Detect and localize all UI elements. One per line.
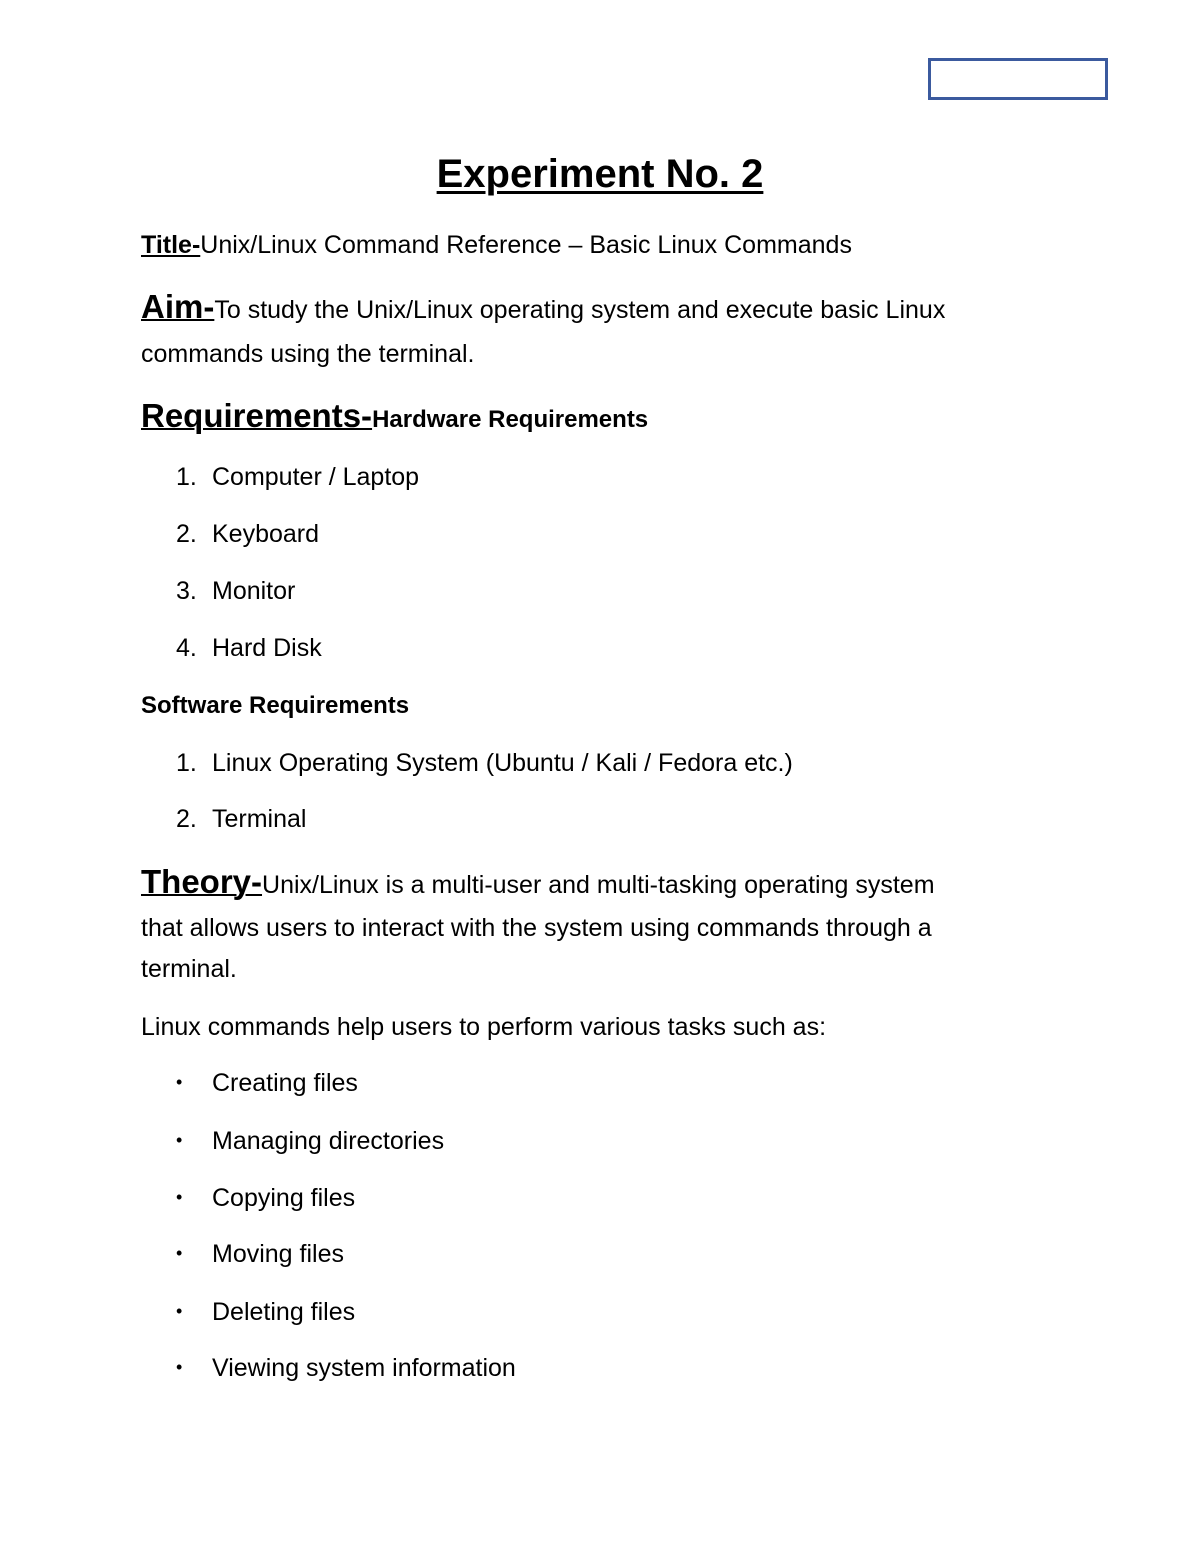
- aim-line-2: [141, 337, 474, 371]
- hardware-heading: Hardware Requirements: [372, 406, 649, 433]
- title-text: Unix/Linux Command Reference – Basic Linux Commands: [200, 231, 852, 259]
- list-item-text: Managing directories: [212, 1127, 445, 1155]
- list-item-text: Terminal: [212, 805, 307, 833]
- list-item-text: Deleting files: [212, 1298, 356, 1326]
- list-item: [176, 1124, 444, 1159]
- experiment-heading: [0, 148, 1200, 200]
- aim-text-1: To study the Unix/Linux operating system and execute basic Linux: [214, 296, 946, 324]
- theory-line-2: [141, 911, 932, 945]
- tasks-intro-text: Linux commands help users to perform various tasks such as:: [141, 1013, 827, 1041]
- list-item: [176, 1351, 516, 1386]
- list-item-text: Hard Disk: [212, 634, 322, 662]
- title-label: Title-: [141, 231, 201, 259]
- list-item-text: Viewing system information: [212, 1354, 516, 1382]
- list-item: [176, 802, 306, 836]
- aim-line-1: [141, 290, 945, 327]
- list-item-text: Monitor: [212, 577, 296, 605]
- list-item: [176, 517, 319, 551]
- list-number: 2.: [176, 520, 197, 548]
- list-number: 1.: [176, 749, 197, 777]
- bullet-icon: •: [176, 1243, 183, 1264]
- software-heading-line: [141, 688, 409, 723]
- list-number: 4.: [176, 634, 197, 662]
- list-item-text: Computer / Laptop: [212, 463, 420, 491]
- bullet-icon: •: [176, 1130, 183, 1151]
- list-item: [176, 1181, 355, 1216]
- bullet-icon: •: [176, 1072, 183, 1093]
- list-item: [176, 574, 295, 608]
- list-item: [176, 1237, 344, 1272]
- tasks-intro: [141, 1010, 826, 1044]
- list-number: 3.: [176, 577, 197, 605]
- theory-line-1: [141, 865, 935, 902]
- theory-label: Theory-: [141, 863, 263, 900]
- list-item: [176, 746, 793, 780]
- list-item-text: Keyboard: [212, 520, 320, 548]
- list-number: 2.: [176, 805, 197, 833]
- list-item-text: Copying files: [212, 1184, 356, 1212]
- requirements-line: [141, 399, 648, 437]
- bullet-icon: •: [176, 1301, 183, 1322]
- title-line: [141, 228, 852, 262]
- list-item: [176, 631, 322, 665]
- experiment-heading-text: Experiment No. 2: [436, 152, 764, 196]
- list-item: [176, 1066, 358, 1101]
- marks-box: [928, 58, 1108, 100]
- theory-line-3: [141, 952, 237, 986]
- list-item-text: Creating files: [212, 1069, 358, 1097]
- aim-label: Aim-: [141, 288, 215, 325]
- aim-text-2: commands using the terminal.: [141, 340, 475, 368]
- list-item-text: Linux Operating System (Ubuntu / Kali / Fedora etc.): [212, 749, 793, 777]
- theory-text-2: that allows users to interact with the system using commands through a: [141, 914, 932, 942]
- bullet-icon: •: [176, 1187, 183, 1208]
- list-number: 1.: [176, 463, 197, 491]
- requirements-label: Requirements-: [141, 397, 373, 434]
- software-heading: Software Requirements: [141, 692, 410, 719]
- theory-text-1: Unix/Linux is a multi-user and multi-tasking operating system: [262, 871, 935, 899]
- theory-text-3: terminal.: [141, 955, 237, 983]
- list-item-text: Moving files: [212, 1240, 344, 1268]
- list-item: [176, 1295, 355, 1330]
- list-item: [176, 460, 419, 494]
- bullet-icon: •: [176, 1357, 183, 1378]
